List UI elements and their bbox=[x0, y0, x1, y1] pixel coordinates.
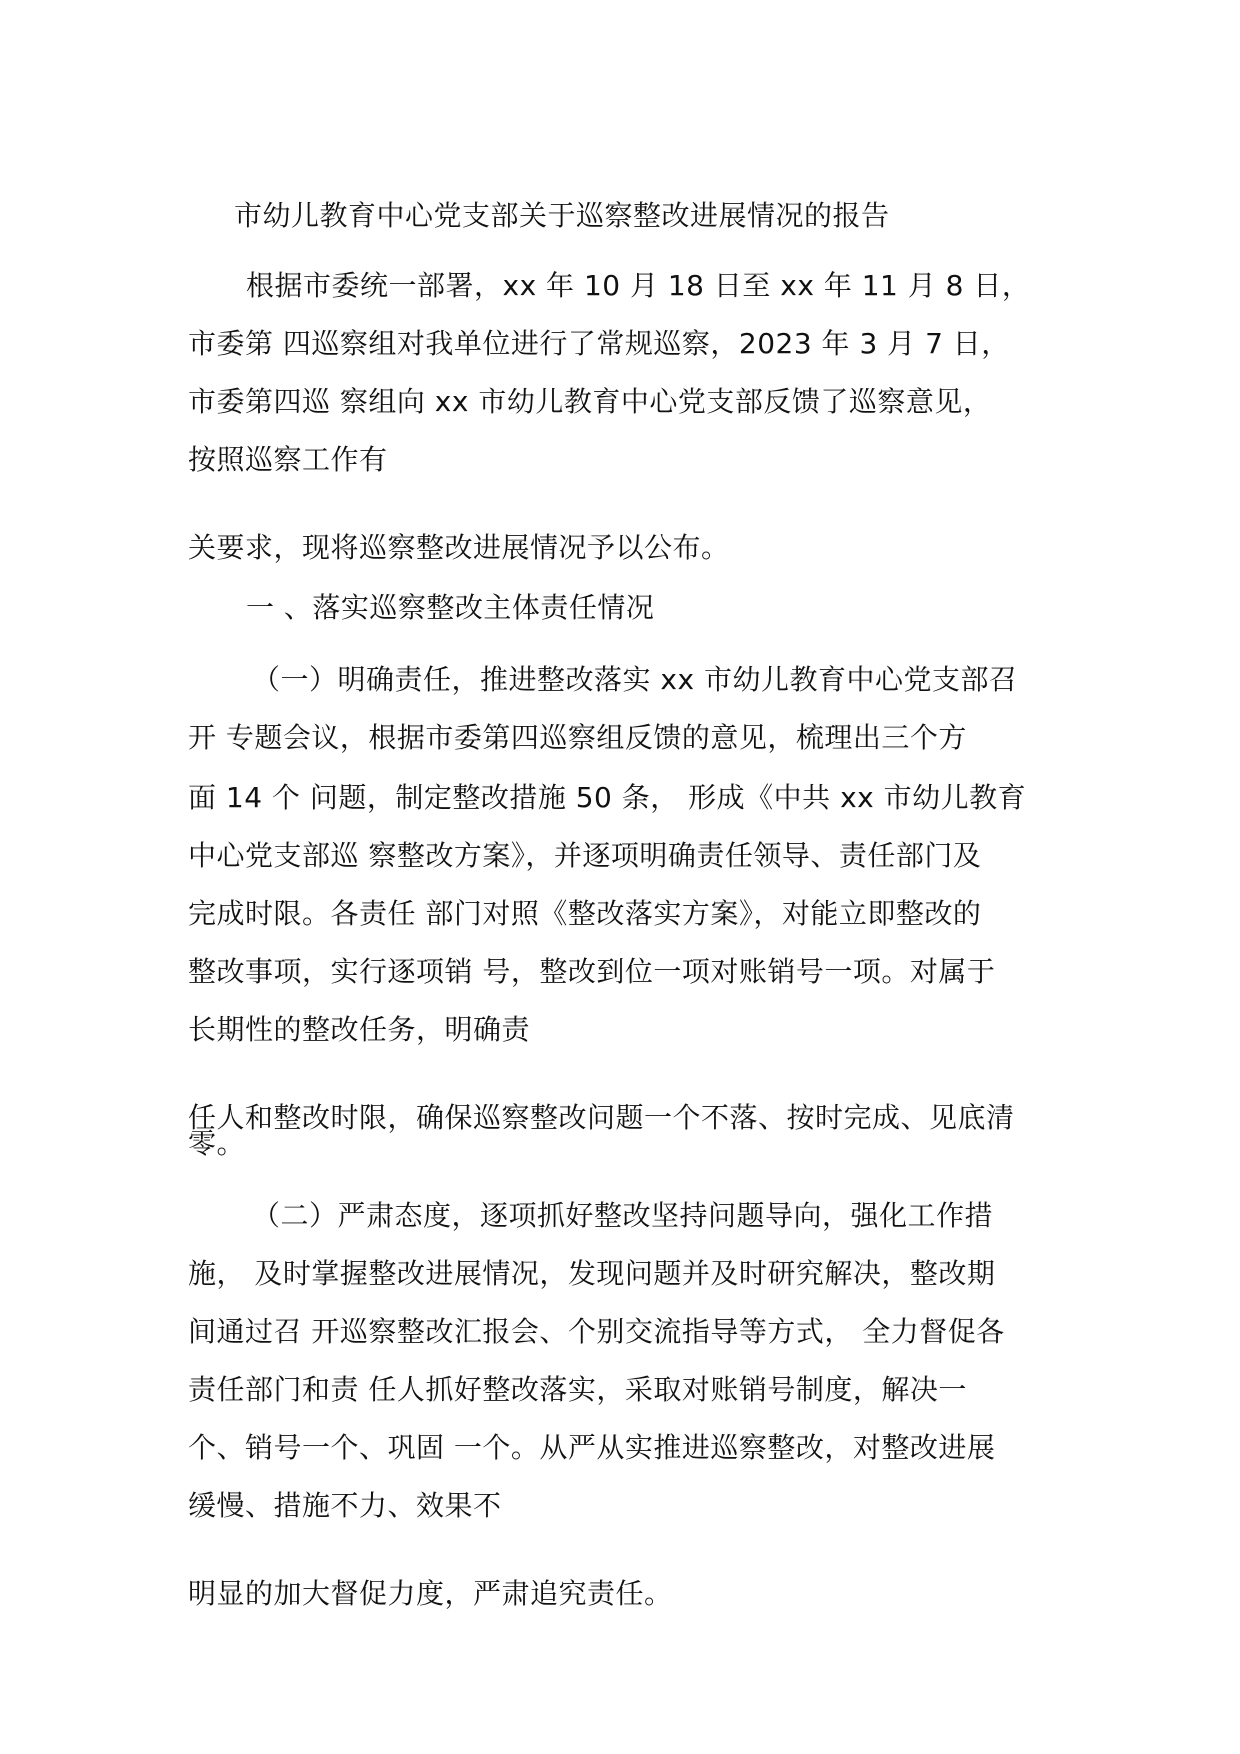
paragraph-line: 关要求，现将巡察整改进展情况予以公布。 bbox=[188, 531, 730, 564]
document-title: 市幼儿教育中心党支部关于巡察整改进展情况的报告 bbox=[234, 199, 890, 232]
paragraph-line: 市委第 四巡察组对我单位进行了常规巡察，2023 年 3 月 7 日， bbox=[188, 327, 1010, 360]
paragraph-line: 明显的加大督促力度，严肃追究责任。 bbox=[188, 1577, 673, 1610]
paragraph-line: 责任部门和责 任人抓好整改落实，采取对账销号制度，解决一 bbox=[188, 1373, 967, 1406]
paragraph-line: 按照巡察工作有 bbox=[188, 443, 388, 476]
paragraph-line: 开 专题会议，根据市委第四巡察组反馈的意见，梳理出三个方 bbox=[188, 721, 967, 754]
paragraph-line: 零。 bbox=[188, 1127, 246, 1160]
paragraph-line: 间通过召 开巡察整改汇报会、个别交流指导等方式， 全力督促各 bbox=[188, 1315, 1005, 1348]
paragraph-line: 市委第四巡 察组向 xx 市幼儿教育中心党支部反馈了巡察意见， bbox=[188, 385, 992, 418]
paragraph-line: 面 14 个 问题，制定整改措施 50 条， 形成《中共 xx 市幼儿教育 bbox=[188, 781, 1027, 814]
section-heading: 一 、落实巡察整改主体责任情况 bbox=[246, 591, 655, 624]
paragraph-line: 完成时限。各责任 部门对照《整改落实方案》，对能立即整改的 bbox=[188, 897, 982, 930]
paragraph-line: 整改事项，实行逐项销 号，整改到位一项对账销号一项。对属于 bbox=[188, 955, 996, 988]
paragraph-line: 根据市委统一部署，xx 年 10 月 18 日至 xx 年 11 月 8 日， bbox=[246, 269, 1031, 302]
paragraph-line: 任人和整改时限，确保巡察整改问题一个不落、按时完成、见底清 bbox=[188, 1101, 1015, 1134]
subsection-line: （二）严肃态度，逐项抓好整改坚持问题导向，强化工作措 bbox=[252, 1199, 994, 1232]
paragraph-line: 缓慢、措施不力、效果不 bbox=[188, 1489, 502, 1522]
subsection-line: （一）明确责任，推进整改落实 xx 市幼儿教育中心党支部召 bbox=[252, 663, 1018, 696]
paragraph-line: 施， 及时掌握整改进展情况，发现问题并及时研究解决，整改期 bbox=[188, 1257, 996, 1290]
paragraph-line: 中心党支部巡 察整改方案》，并逐项明确责任领导、责任部门及 bbox=[188, 839, 982, 872]
paragraph-line: 长期性的整改任务，明确责 bbox=[188, 1013, 531, 1046]
paragraph-line: 个、销号一个、巩固 一个。从严从实推进巡察整改，对整改进展 bbox=[188, 1431, 996, 1464]
